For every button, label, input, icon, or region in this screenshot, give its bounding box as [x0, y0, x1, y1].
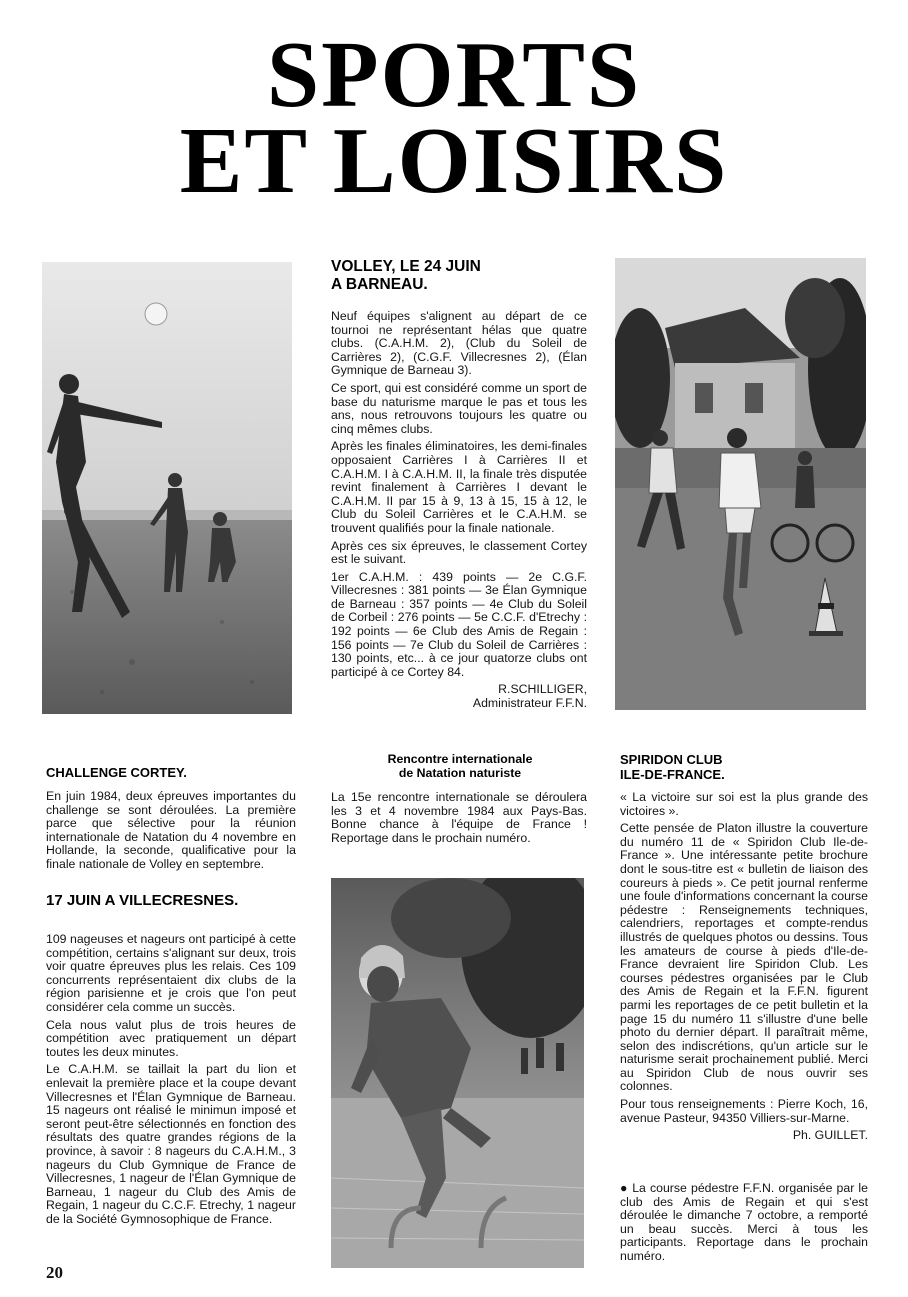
- volley-signature-name: R.SCHILLIGER,: [498, 682, 587, 697]
- volley-heading-line2: A BARNEAU.: [331, 276, 428, 293]
- volley-ranking: 1er C.A.H.M. : 439 points — 2e C.G.F. Villecresnes : 381 points — 3e Élan Gymnique de Barneau : 357 points — 4e Club du Soleil de Corbeil : 276 points — 5e C.C.F. d'Etrechy : 192 points — 6e Club des Amis de Regain : 156 points — 7e Club du Soleil de Carrières : 130 points, etc... à ce jour quatorze clubs ont participé à ce Cortey 84.: [331, 569, 587, 679]
- volley-signature-title: Administrateur F.F.N.: [472, 696, 587, 711]
- page-number: 20: [46, 1263, 63, 1282]
- spiridon-heading-line2: ILE-DE-FRANCE.: [620, 767, 725, 782]
- volley-paragraph-2: Ce sport, qui est considéré comme un sport de base du naturisme marque le pas et tous les ans, nous retrouvons toujours les quatre ou cinq mêmes clubs.: [331, 380, 587, 436]
- volley-article: [331, 310, 587, 711]
- rencontre-paragraph-1: La 15e rencontre internationale se déroulera les 3 et 4 novembre 1984 aux Pays-Bas. Bonne chance à l'équipe de France ! Reportage dans le prochain numéro.: [331, 790, 587, 845]
- rencontre-article: [331, 791, 587, 849]
- challenge-paragraph-1: En juin 1984, deux épreuves importantes du challenge se sont déroulées. La première parce que sélective pour la réunion internationale de Natation du 4 novembre en Hollande, la seconde, qualificative pour la finale nationale de Volley en septembre.: [46, 789, 296, 871]
- rencontre-heading-line2: de Natation naturiste: [398, 766, 522, 780]
- rencontre-heading-line1: Rencontre internationale: [387, 752, 533, 766]
- volley-paragraph-1: Neuf équipes s'alignent au départ de ce tournoi ne représentant hélas que quatre clubs. (C.A.H.M. 2), (Club du Soleil de Carrières 2), (C.G.F. Villecresnes 2), (Élan Gymnique de Barneau 3).: [331, 309, 587, 378]
- villecresnes-paragraph-3: Le C.A.H.M. se taillait la part du lion et enlevait la première place et la coupe devant Villecresnes et l'Élan Gymnique de Barneau. 15 nageurs ont réalisé le minimun imposé et seront peut-être sélectionnés en fonction des résultats des quatre grandes régions de la province, à savoir : 8 nageurs du C.A.H.M., 3 nageurs du Club Gymnique de France de Villecresnes, 1 nageur de l'Élan Gymnique de Barneau, 1 nageur du Club des Amis de Regain, 1 nageur du C.C.F. Etrechy, 1 nageur de la Société Gymnosophique de France.: [46, 1062, 296, 1226]
- swimmer-pool-photo: [331, 878, 584, 1268]
- page-title-line1: SPORTS: [266, 23, 642, 127]
- villecresnes-paragraph-2: Cela nous valut plus de trois heures de compétition avec pratiquement un départ toutes les deux minutes.: [46, 1017, 296, 1059]
- volley-paragraph-4: Après ces six épreuves, le classement Cortey est le suivant.: [331, 538, 587, 567]
- course-pedestre-note-text: ● La course pédestre F.F.N. organisée par le club des Amis de Regain et qui s'est déroulée le dimanche 7 octobre, a remporté un beau succès. Merci à tous les participants. Reportage dans le prochain numéro.: [620, 1181, 868, 1263]
- challenge-heading: CHALLENGE CORTEY.: [46, 765, 187, 780]
- spiridon-contact: Pour tous renseignements : Pierre Koch, 16, avenue Pasteur, 94350 Villiers-sur-Marne.: [620, 1097, 868, 1125]
- spiridon-heading-line1: SPIRIDON CLUB: [620, 752, 723, 767]
- spiridon-quote: « La victoire sur soi est la plus grande des victoires ».: [620, 790, 868, 818]
- villecresnes-paragraph-1: 109 nageuses et nageurs ont participé à cette compétition, certains s'alignant sur deux, trois voir quatre épreuves plus les relais. Ces 109 concurrents représentaient dix clubs de la région parisienne et je crois que l'on peut considérer cela comme un succès.: [46, 932, 296, 1014]
- volley-heading: [331, 258, 591, 294]
- page-title-line2: ET LOISIRS: [179, 109, 729, 213]
- spiridon-signature: Ph. GUILLET.: [792, 1128, 868, 1143]
- villecresnes-heading: 17 JUIN A VILLECRESNES.: [46, 892, 239, 909]
- volley-heading-line1: VOLLEY, LE 24 JUIN: [331, 258, 481, 275]
- challenge-article: [46, 790, 296, 876]
- villecresnes-article: [46, 933, 296, 1230]
- course-pedestre-note: [620, 1182, 868, 1268]
- spiridon-heading: [620, 752, 870, 782]
- runners-village-photo: [615, 258, 866, 710]
- volleyball-beach-photo: [42, 262, 292, 714]
- volley-paragraph-3: Après les finales éliminatoires, les demi-finales opposaient Carrières I à Carrières II et C.A.H.M. I à C.A.H.M. II, la finale très disputée revint finalement à Carrières I devant le C.A.H.M. II par 15 à 9, 13 à 15, 15 à 12, le Club du Soleil Carrières et le C.A.H.M. se trouvent qualifiés pour la finale nationale.: [331, 439, 587, 535]
- spiridon-paragraph-2: Cette pensée de Platon illustre la couverture du numéro 11 de « Spiridon Club Ile-de-France ». Une intéressante petite brochure dont le sous-titre est « bulletin de liaison des coureurs à pieds ». Ce petit journal renferme une foule d'informations concernant la course pédestre : Renseignements techniques, calendriers, reportages et compte-rendus illustrés de quelques photos ou dessins. Tous les amateurs de course à pieds d'Ile-de-France devraient lire Spiridon Club. Les courses pédestres organisées par le Club des Amis de Regain et la F.F.N. figurent parmi les reportages de ce petit bulletin et la page 15 du numéro 11 s'illustre d'une belle photo du dernier départ. Il paraîtrait même, selon des indiscrétions, qu'un article sur le naturisme serait prochainement publié. Merci au Spiridon Club de nous ouvrir ses colonnes.: [620, 821, 868, 1094]
- rencontre-heading: [340, 752, 580, 780]
- spiridon-article: [620, 791, 868, 1143]
